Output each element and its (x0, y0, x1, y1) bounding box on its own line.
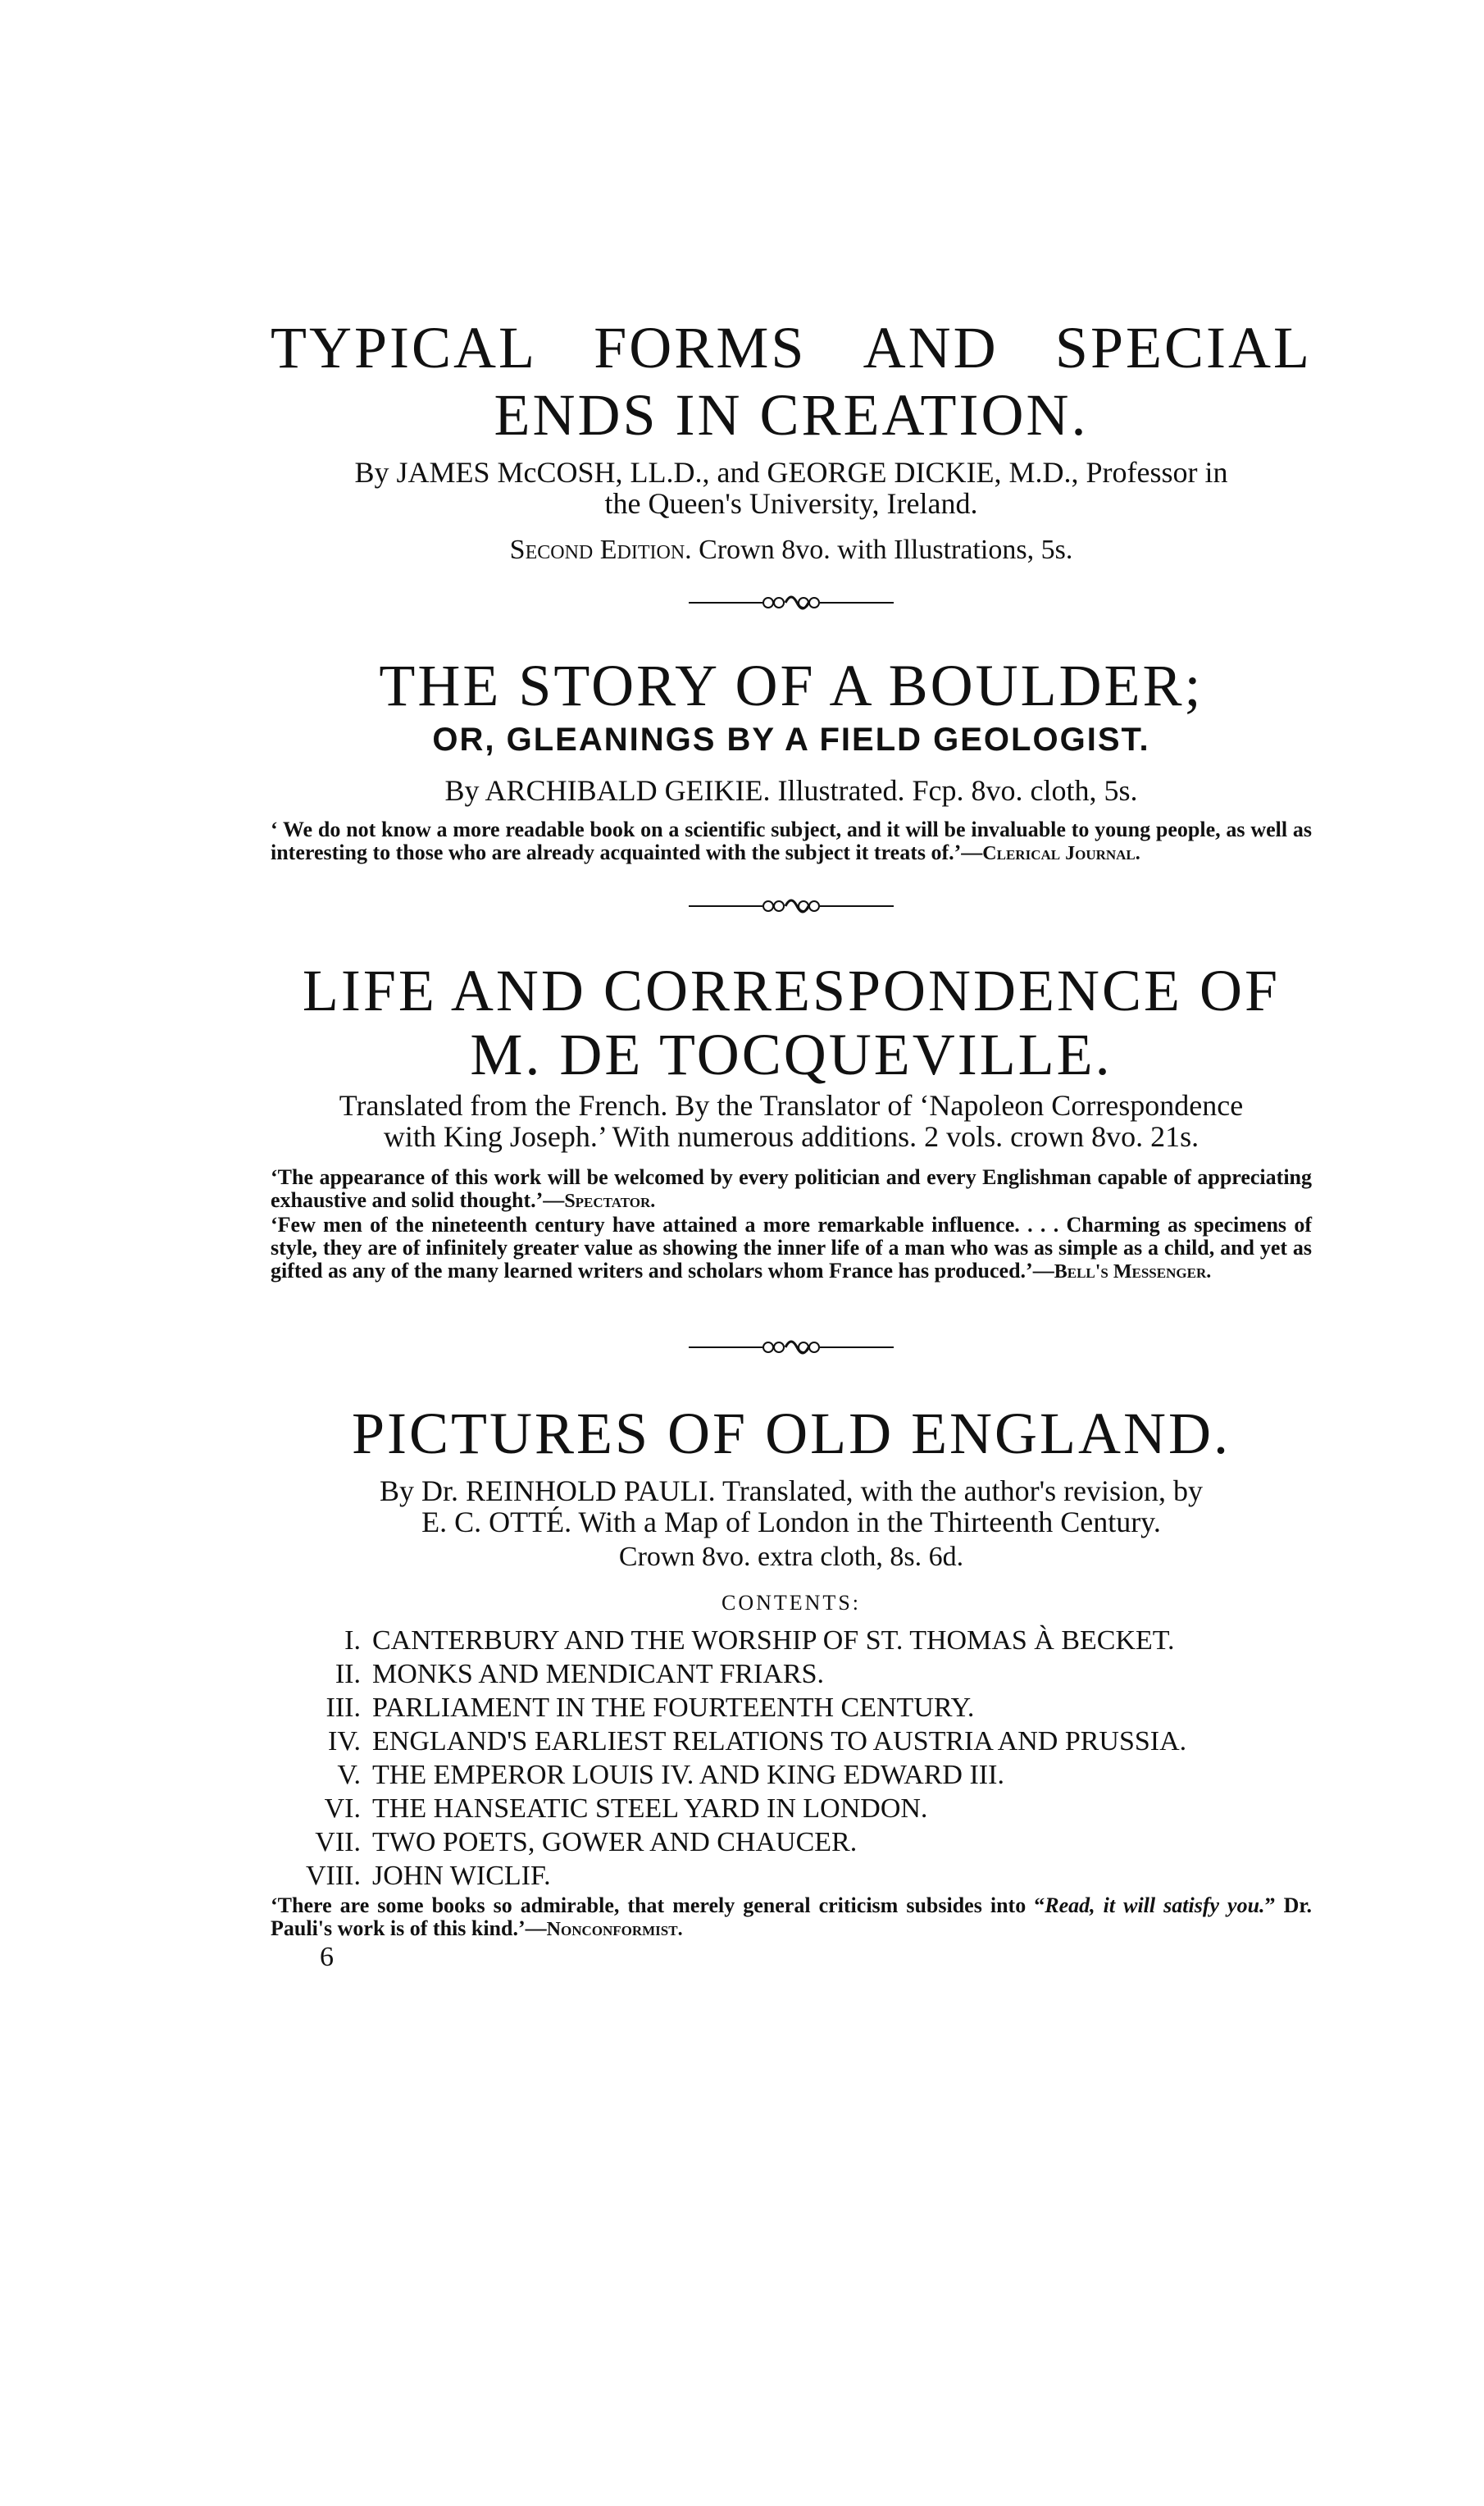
tocqueville-review-quote-1 (271, 1166, 1312, 1212)
old-england-review-quote (271, 1894, 1312, 1940)
contents-item (271, 1859, 1312, 1893)
title-word: AND (863, 315, 999, 380)
old-england-byline-line-1: By Dr. REINHOLD PAULI. Translated, with the author's revision, by (379, 1474, 1204, 1507)
title-line-2: ENDS IN CREATION. (494, 382, 1089, 448)
boulder-subtitle: OR, GLEANINGS BY A FIELD GEOLOGIST. (432, 722, 1150, 758)
contents-item (271, 1657, 1312, 1691)
old-england-price: Crown 8vo. extra cloth, 8s. 6d. (618, 1542, 964, 1572)
contents-text: PARLIAMENT IN THE FOURTEENTH CENTURY. (372, 1693, 975, 1723)
contents-text: THE HANSEATIC STEEL YARD IN LONDON. (372, 1793, 928, 1824)
page-number: 6 (320, 1942, 334, 1972)
contents-number: VII. (315, 1827, 361, 1857)
contents-text: ENGLAND'S EARLIEST RELATIONS TO AUSTRIA AND PRUSSIA. (372, 1726, 1187, 1756)
contents-number: V. (337, 1760, 361, 1790)
ornament-divider-icon (271, 894, 1312, 918)
edition-line (271, 535, 1312, 566)
contents-number: VIII. (305, 1861, 361, 1891)
contents-text: TWO POETS, GOWER AND CHAUCER. (372, 1827, 858, 1857)
old-england-byline-line-2: E. C. OTTÉ. With a Map of London in the Thirteenth Century. (421, 1506, 1161, 1538)
boulder-title: THE STORY OF A BOULDER; (379, 653, 1204, 718)
title-word: TYPICAL (271, 315, 537, 380)
contents-item (271, 1624, 1312, 1657)
tocqueville-review-quote-2 (271, 1214, 1312, 1283)
quote-source: Bell's Messenger. (1054, 1260, 1212, 1283)
contents-number: III. (325, 1693, 361, 1723)
contents-text: CANTERBURY AND THE WORSHIP OF ST. THOMAS À BECKET. (372, 1625, 1175, 1656)
quote-text: ‘The appearance of this work will be welcomed by every politician and every Englishman capable of appreciating exhaustive and solid thought.’— (271, 1165, 1312, 1212)
ornament-divider-icon (271, 590, 1312, 615)
contents-heading: CONTENTS: (722, 1591, 861, 1615)
byline-line-2: the Queen's University, Ireland. (604, 487, 978, 520)
old-england-title: PICTURES OF OLD ENGLAND. (351, 1401, 1231, 1466)
contents-item (271, 1825, 1312, 1859)
boulder-review-quote (271, 818, 1312, 864)
title-word: SPECIAL (1054, 315, 1312, 380)
tocqueville-title-line-1: LIFE AND CORRESPONDENCE OF (302, 958, 1281, 1023)
edition-text: Crown 8vo. with Illustrations, 5s. (699, 535, 1073, 565)
ornament-divider-icon (271, 1335, 1312, 1360)
contents-text: MONKS AND MENDICANT FRIARS. (372, 1659, 825, 1689)
quote-source: Clerical Journal. (982, 842, 1140, 864)
title-word: FORMS (594, 315, 807, 380)
edition-label: Second Edition. (509, 535, 692, 565)
quote-source: Nonconformist. (546, 1918, 683, 1940)
quote-text: ‘ We do not know a more readable book on a scientific subject, and it will be invaluable to young people, as well as interesting to those who are already acquainted with the subject it treats of.’— (271, 818, 1312, 864)
contents-number: IV. (328, 1726, 361, 1756)
contents-item (271, 1792, 1312, 1825)
tocqueville-title-line-2: M. DE TOCQUEVILLE. (470, 1022, 1113, 1087)
tocqueville-byline-line-2: with King Joseph.’ With numerous additions. 2 vols. crown 8vo. 21s. (383, 1120, 1199, 1153)
quote-text: ‘Few men of the nineteenth century have attained a more remarkable influence. . . . Charming as specimens of style, they are of infinitely greater value as showing the inner life of a man who was as simple as a child, and yet as gifted as any of the many learned writers and scholars whom France has produced.’— (271, 1213, 1312, 1283)
contents-number: II. (335, 1659, 361, 1689)
contents-list (271, 1624, 1312, 1893)
contents-item (271, 1758, 1312, 1792)
title-line-1 (271, 315, 1312, 380)
contents-text: JOHN WICLIF. (372, 1861, 551, 1891)
byline-line-1: By JAMES McCOSH, LL.D., and GEORGE DICKIE, M.D., Professor in (354, 456, 1228, 489)
section-typical-forms (271, 315, 1312, 380)
contents-text: THE EMPEROR LOUIS IV. AND KING EDWARD III. (372, 1760, 1004, 1790)
quote-italic: Read, it will satisfy you. (1045, 1893, 1265, 1917)
tocqueville-byline-line-1: Translated from the French. By the Translator of ‘Napoleon Correspondence (339, 1089, 1244, 1122)
quote-text: ‘There are some books so admirable, that merely general criticism subsides into “ (271, 1893, 1045, 1917)
contents-number: I. (344, 1625, 361, 1656)
contents-item (271, 1691, 1312, 1725)
quote-text-end: ” Dr. Pauli's work is of this kind.’— (271, 1893, 1312, 1940)
boulder-byline: By ARCHIBALD GEIKIE. Illustrated. Fcp. 8vo. cloth, 5s. (444, 774, 1138, 807)
contents-item (271, 1725, 1312, 1758)
contents-number: VI. (324, 1793, 361, 1824)
quote-source: Spectator. (564, 1190, 656, 1212)
